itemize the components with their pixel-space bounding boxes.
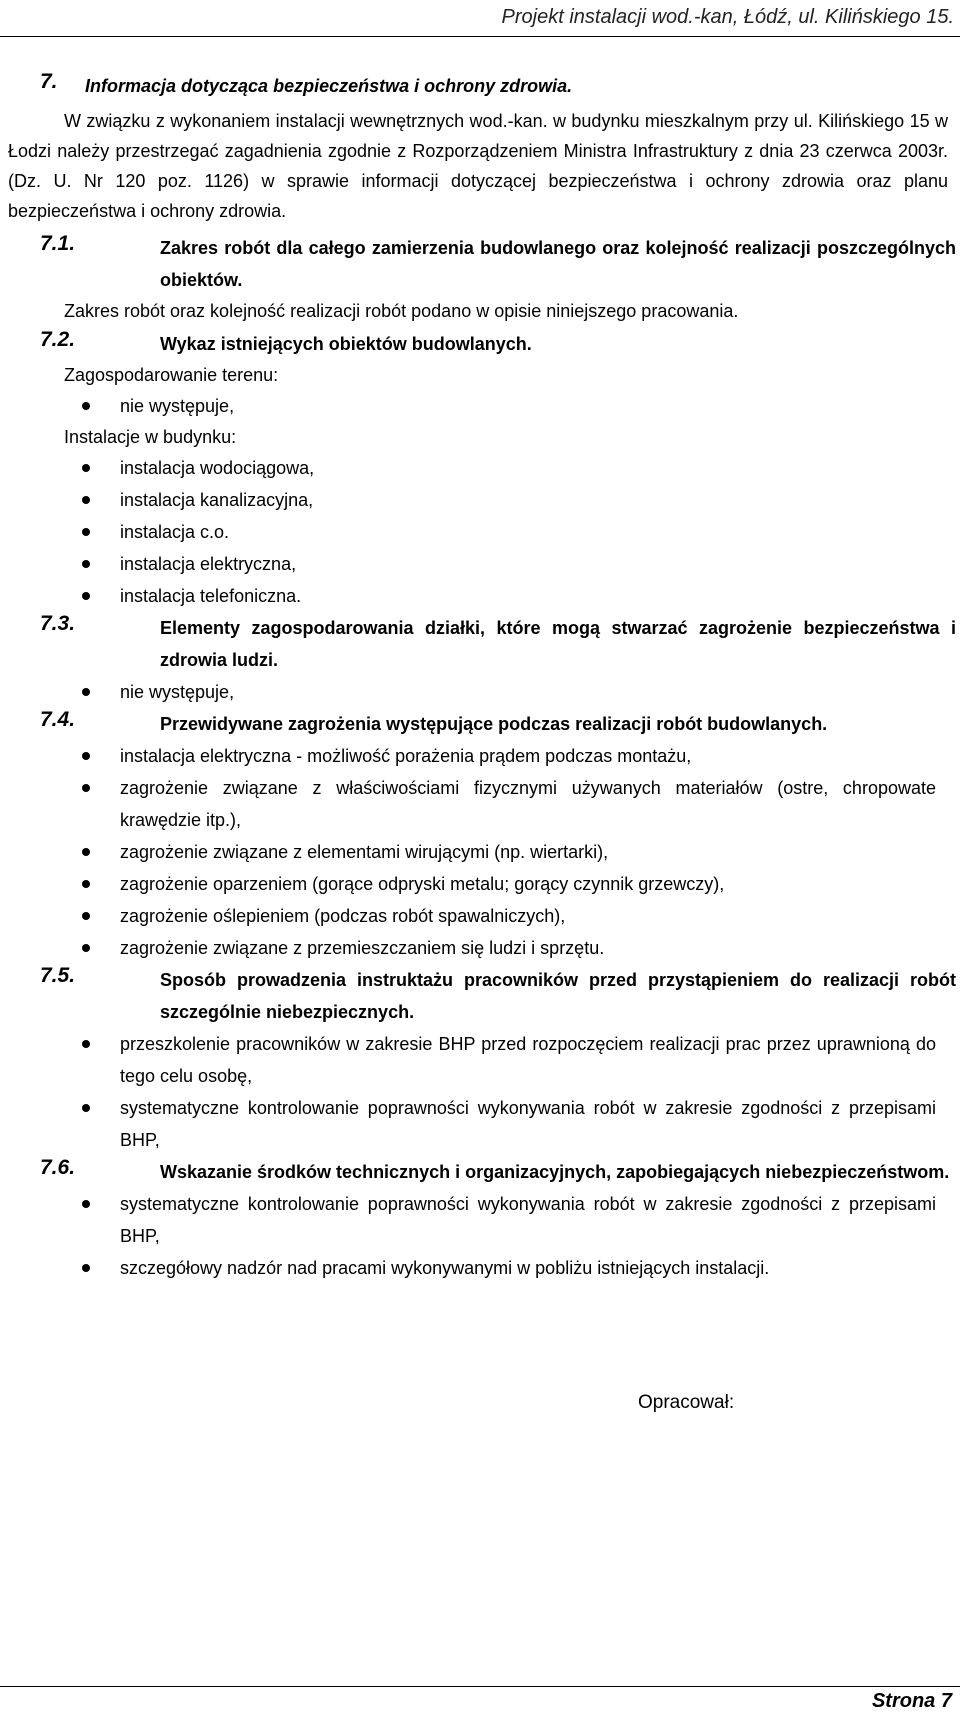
section-number: 7.4. <box>40 708 76 731</box>
section-7-intro: W związku z wykonaniem instalacji wewnętrznych wod.-kan. w budynku mieszkalnym przy ul. Kilińskiego 15 w Łodzi należy przestrzegać zagadnienia zgodnie z Rozporządzeniem Ministra Infrastruktury z dnia 23 czerwca 2003r. (Dz. U. Nr 120 poz. 1126) w sprawie informacji dotyczącej bezpieczeństwa i ochrony zdrowia oraz planu bezpieczeństwa i ochrony zdrowia. <box>8 111 948 221</box>
section-7-1-heading <box>0 232 960 296</box>
list-item: instalacja wodociągowa, <box>0 452 936 484</box>
list-item: instalacja c.o. <box>0 516 936 548</box>
list-item: szczegółowy nadzór nad pracami wykonywanymi w pobliżu istniejących instalacji. <box>0 1252 936 1284</box>
group-label: Instalacje w budynku: <box>64 427 237 447</box>
footer-divider <box>0 1686 960 1687</box>
section-number: 7.2. <box>40 328 76 351</box>
page-number: Strona 7 <box>871 1690 952 1712</box>
list-item: zagrożenie oślepieniem (podczas robót spawalniczych), <box>0 900 936 932</box>
bullet-list <box>0 740 960 964</box>
list-item: instalacja telefoniczna. <box>0 580 936 612</box>
signature-label: Opracował: <box>638 1392 735 1413</box>
list-item: systematyczne kontrolowanie poprawności wykonywania robót w zakresie zgodności z przepisami BHP, <box>0 1188 936 1252</box>
list-item: nie występuje, <box>0 390 936 422</box>
section-title: Wskazanie środków technicznych i organizacyjnych, zapobiegających niebezpieczeństwom. <box>160 1162 950 1182</box>
section-number: 7. <box>40 70 58 93</box>
list-item: instalacja elektryczna - możliwość porażenia prądem podczas montażu, <box>0 740 936 772</box>
section-7-4-heading <box>0 708 960 740</box>
section-7-1-text: Zakres robót oraz kolejność realizacji robót podano w opisie niniejszego pracowania. <box>64 301 739 321</box>
section-7-3-heading <box>0 612 960 676</box>
section-title: Wykaz istniejących obiektów budowlanych. <box>160 334 532 354</box>
group-label: Zagospodarowanie terenu: <box>64 365 279 385</box>
section-title: Elementy zagospodarowania działki, które mogą stwarzać zagrożenie bezpieczeństwa i zdrowia ludzi. <box>160 618 956 670</box>
header-divider <box>0 36 960 37</box>
bullet-list <box>0 1028 960 1156</box>
section-7-5-heading <box>0 964 960 1028</box>
section-number: 7.3. <box>40 612 76 635</box>
section-7-6-heading <box>0 1156 960 1188</box>
section-title: Zakres robót dla całego zamierzenia budowlanego oraz kolejność realizacji poszczególnych obiektów. <box>160 238 956 290</box>
bullet-list <box>0 390 960 422</box>
bullet-list <box>0 452 960 612</box>
bullet-list <box>0 676 960 708</box>
list-item: zagrożenie oparzeniem (gorące odpryski metalu; gorący czynnik grzewczy), <box>0 868 936 900</box>
list-item: zagrożenie związane z elementami wirującymi (np. wiertarki), <box>0 836 936 868</box>
list-item: nie występuje, <box>0 676 936 708</box>
section-title: Informacja dotycząca bezpieczeństwa i ochrony zdrowia. <box>85 76 573 96</box>
list-item: instalacja elektryczna, <box>0 548 936 580</box>
document-body <box>0 70 960 1284</box>
page-header: Projekt instalacji wod.-kan, Łódź, ul. Kilińskiego 15. <box>501 6 954 28</box>
section-title: Sposób prowadzenia instruktażu pracowników przed przystąpieniem do realizacji robót szczególnie niebezpiecznych. <box>160 970 956 1022</box>
list-item: zagrożenie związane z przemieszczaniem się ludzi i sprzętu. <box>0 932 936 964</box>
section-number: 7.6. <box>40 1156 76 1179</box>
list-item: instalacja kanalizacyjna, <box>0 484 936 516</box>
section-number: 7.1. <box>40 232 76 255</box>
list-item: zagrożenie związane z właściwościami fizycznymi używanych materiałów (ostre, chropowate krawędzie itp.), <box>0 772 936 836</box>
section-7-heading <box>0 70 960 102</box>
list-item: systematyczne kontrolowanie poprawności wykonywania robót w zakresie zgodności z przepisami BHP, <box>0 1092 936 1156</box>
bullet-list <box>0 1188 960 1284</box>
section-title: Przewidywane zagrożenia występujące podczas realizacji robót budowlanych. <box>160 714 828 734</box>
list-item: przeszkolenie pracowników w zakresie BHP przed rozpoczęciem realizacji prac przez uprawnioną do tego celu osobę, <box>0 1028 936 1092</box>
section-7-2-heading <box>0 328 960 360</box>
section-number: 7.5. <box>40 964 76 987</box>
